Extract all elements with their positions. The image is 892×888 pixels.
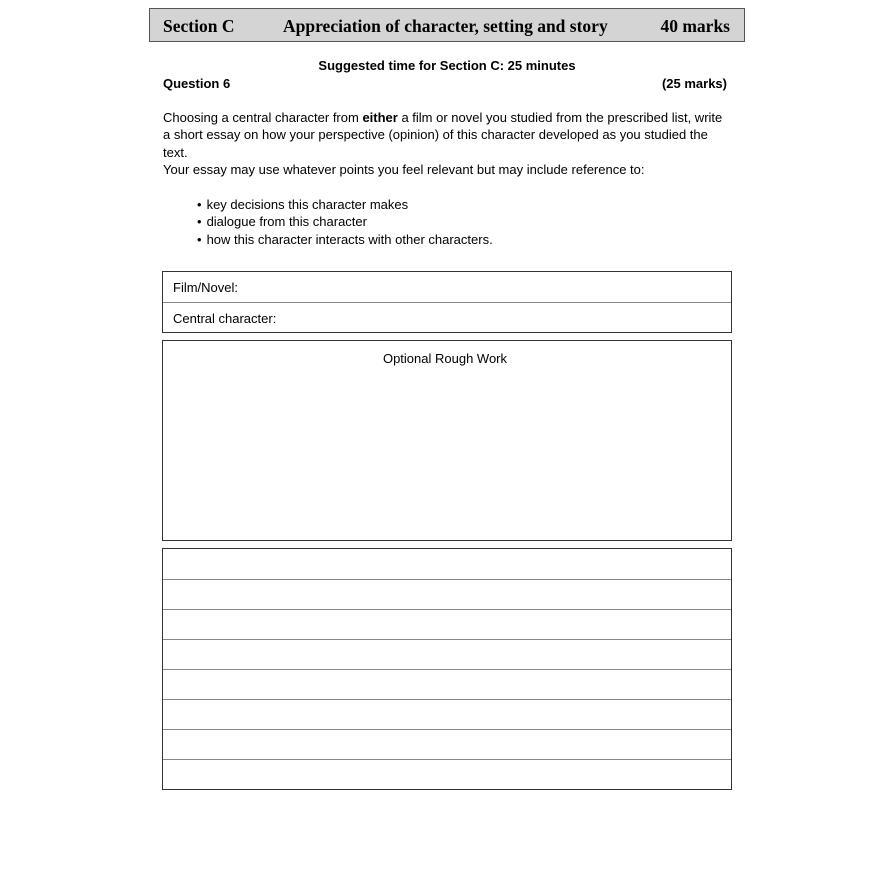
rough-work-title: Optional Rough Work [382,351,508,366]
central-character-field[interactable] [163,302,731,332]
answer-line[interactable] [163,609,731,639]
instruction-emphasis: either [362,110,398,125]
list-item: • how this character interacts with other characters. [197,231,493,248]
answer-line[interactable] [163,579,731,609]
answer-line[interactable] [163,699,731,729]
question-marks: (25 marks) [661,76,727,91]
section-marks: 40 marks [660,16,730,36]
answer-line[interactable] [163,729,731,759]
answer-line[interactable] [163,639,731,669]
instruction-text-end: a film or novel you studied from the prescribed list, write a short essay on how your perspective (opinion) of this character developed as you studied the text. [163,110,723,160]
section-label: Section C [163,16,235,36]
instruction-paragraph-2: Your essay may use whatever points you feel relevant but may include reference to: [163,162,645,178]
list-item: • dialogue from this character [197,213,493,230]
rough-work-box[interactable] [162,340,732,541]
instructions [163,109,733,179]
info-table [162,271,732,333]
instruction-paragraph-1 [163,109,733,161]
answer-line[interactable] [163,549,731,579]
section-title: Appreciation of character, setting and story [283,16,608,36]
answer-line[interactable] [163,759,731,789]
list-item: • key decisions this character makes [197,196,493,213]
central-character-label: Central character: [173,311,277,326]
question-label: Question 6 [163,76,231,91]
section-header [149,8,745,42]
film-novel-field[interactable] [163,272,731,302]
instruction-text-start: Choosing a central character from [163,110,363,125]
film-novel-label: Film/Novel: [173,280,239,295]
question-row [163,76,727,91]
suggested-time: Suggested time for Section C: 25 minutes [318,58,576,73]
reference-list [197,196,493,248]
answer-lines-box [162,548,732,790]
answer-line[interactable] [163,669,731,699]
